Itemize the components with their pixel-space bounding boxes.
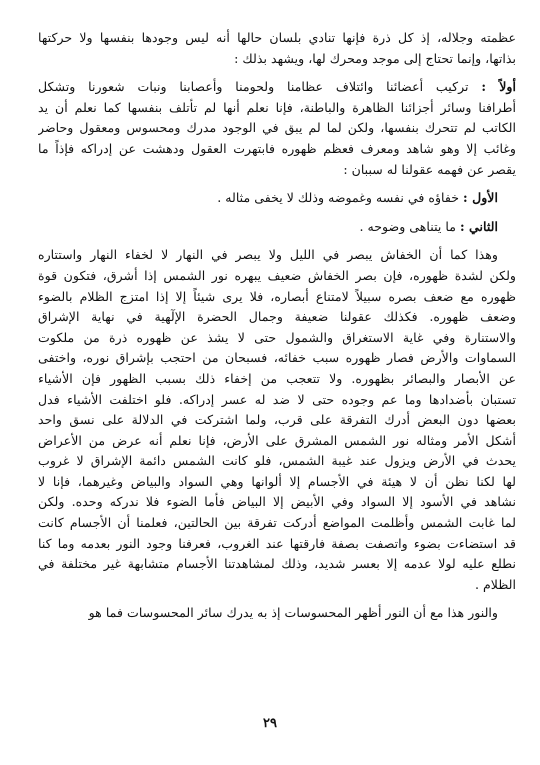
text-line: وهذا كما أن الخفاش يبصر في الليل ولا يبصر في النهار لا لخفاء النهار واستتاره xyxy=(38,247,498,263)
text-line-content: خفاؤه في نفسه وغموضه وذلك لا يخفى مثاله . xyxy=(217,190,460,206)
text-line: بذاتها، وإنما تحتاج إلى موجد ومحرك لها، ويشهد بذلك : xyxy=(234,50,516,66)
text-line: يقصر عن فهمه عقولنا له سببان : xyxy=(343,161,516,177)
section-lead-first: أولاً : xyxy=(481,79,516,95)
text-line: بعضها دون البعض أدرك التفرقة على قرب، ولما اشتركت في الدلالة على نسق واحد xyxy=(38,412,516,428)
text-line: قد استضاءت بضوء واتصفت بصفة فارقتها عند الغروب، فعرفنا وجود النور بعدمه وما كنا xyxy=(38,535,516,551)
body-text xyxy=(38,28,516,624)
text-line-content: تركيب أعضائنا وائتلاف عظامنا ولحومنا وأعصابنا ونبات شعورنا وتشكل xyxy=(38,79,469,95)
text-line xyxy=(38,77,516,98)
text-line: وغائب إلا وهو شاهد ومعرف فعظم ظهوره فابتهرت العقول ودهشت عن إدراكه فإذاً ما xyxy=(38,140,516,156)
section-lead-first-reason: الأول : xyxy=(463,190,498,206)
text-line: ظهوره مع ضعف بصره سبيلاً لامتناع أبصاره، فلا يرى شيئاً إلا إذا امتزج الظلام بالضوء xyxy=(38,288,516,304)
text-line: تستبان بأضدادها وما عم وجوده حتى لا ضد له عسر إدراكه. فلو اختلفت الأشياء فدل xyxy=(38,391,516,407)
text-line-content: ما يتناهى وضوحه . xyxy=(359,218,456,234)
text-line: لها لكنا نظن أن لا هيئة في الأجسام إلا ألوانها وهي السواد والبياض وغيرهما، فإنا لا xyxy=(38,473,516,489)
text-line: ولكن لشدة ظهوره، فإن بصر الخفاش ضعيف يبهره نور الشمس إذا أشرق، فتكون قوة xyxy=(38,267,516,283)
text-line xyxy=(38,217,516,238)
text-line: عن الأبصار والبصائر بظهوره. ولا تتعجب من إخفاء ذلك بسبب الظهور فإن الأشياء xyxy=(38,370,516,386)
text-line: الكاتب لم تتحرك بنفسها، ولكن لما لم يبق في الوجود مدرك ومحسوس ومعقول وحاضر xyxy=(38,120,516,136)
text-line xyxy=(38,188,516,209)
text-line: يحدث في الأرض ويزول عند غيبة الشمس، فلو كانت الشمس دائمة الإشراق لا غروب xyxy=(38,453,516,469)
text-line: لما غابت الشمس وأظلمت المواضع أدركت تفرقة بين الحالتين، فعلمنا أن الأجسام كانت xyxy=(38,515,516,531)
section-lead-second-reason: الثاني : xyxy=(459,218,498,234)
text-line: نشاهد في الأسود إلا السواد وفي الأبيض إلا البياض فأما الضوء فلا ندركه وحده. ولكن xyxy=(38,494,516,510)
text-line: أشكل الأمر ومثاله نور الشمس المشرق على الأرض، فإنا نعلم أنه عرض من الأعراض xyxy=(38,432,516,448)
text-line: عظمته وجلاله، إذ كل ذرة فإنها تنادي بلسان حالها أنه ليس وجودها بنفسها ولا حركتها xyxy=(38,30,516,45)
text-line: وضعف ظهوره. فكذلك عقولنا ضعيفة وجمال الحضرة الإلٓهية في نهاية الإشراق xyxy=(38,309,516,325)
text-line: نطلع عليه لولا عدمه إلا بعسر شديد، وذلك لمشاهدتنا الأجسام متشابهة غير مختلفة في xyxy=(38,556,516,572)
text-line: والاستنارة وفي غاية الاستغراق والشمول حتى لا يشذ عن ظهوره ذرة من ملكوت xyxy=(38,329,516,345)
page-number: ٢٩ xyxy=(263,716,277,731)
text-line: والنور هذا مع أن النور أظهر المحسوسات إذ به يدرك سائر المحسوسات فما هو xyxy=(88,605,498,621)
text-line: السماوات والأرض فصار ظهوره سبب خفائه، فسبحان من احتجب بإشراق نوره، واختفى xyxy=(38,350,516,366)
text-line: الظلام . xyxy=(475,576,516,592)
text-line: أطرافنا وسائر أجزائنا الظاهرة والباطنة، فإنا نعلم أنها لم تأتلف بنفسها كما نعلم أن يد xyxy=(38,99,516,115)
